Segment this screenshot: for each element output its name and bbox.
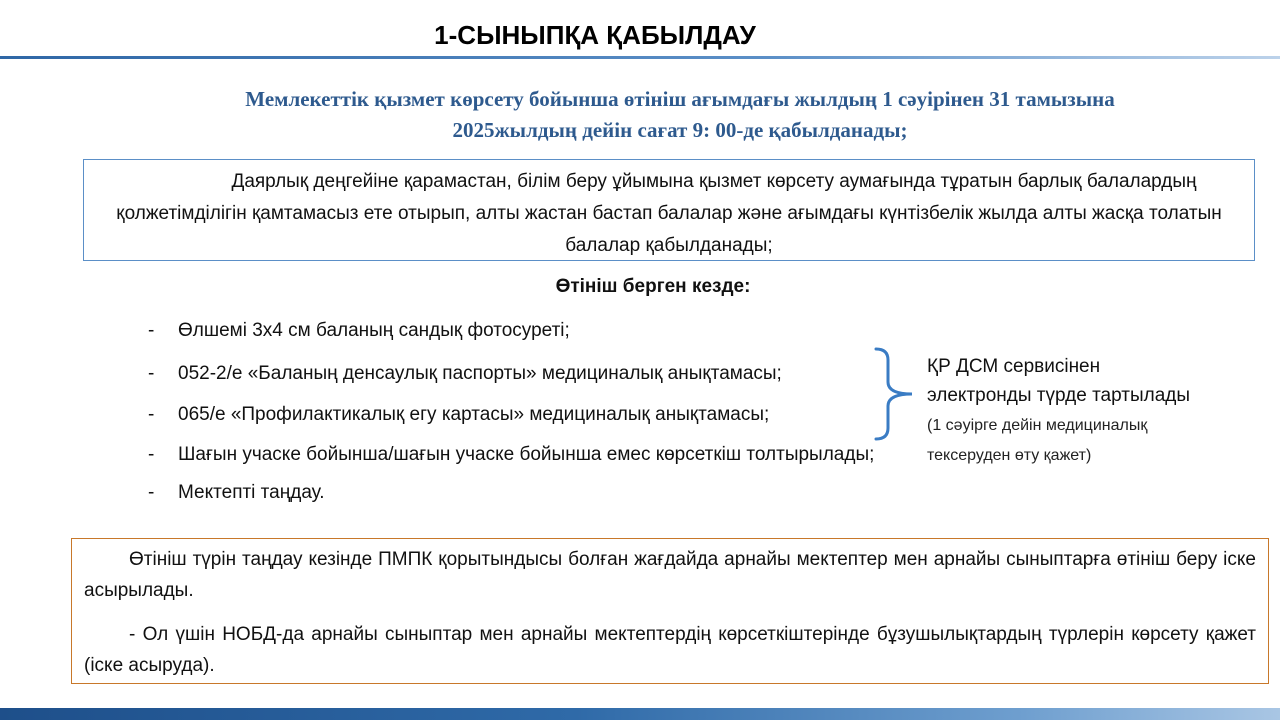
pmpk-paragraph-1: Өтініш түрін таңдау кезінде ПМПК қорытындысы болған жағдайда арнайы мектептер мен арнайы сыныптарға өтініш беру іске асырылады. <box>84 549 1256 601</box>
pmpk-paragraph-2: - Ол үшін НОБД-да арнайы сыныптар мен арнайы мектептердің көрсеткіштерінде бұзушылықтардың түрлерін көрсету қажет (іске асыруда). <box>84 624 1256 676</box>
eligibility-paragraph <box>84 160 1254 262</box>
dsm-service-note <box>927 352 1197 470</box>
requirement-item: - 052-2/е «Баланың денсаулық паспорты» медициналық анықтамасы; <box>148 359 904 389</box>
requirement-item: - 065/е «Профилактикалық егу картасы» медициналық анықтамасы; <box>148 400 904 430</box>
side-note-small: (1 сәуірге дейін медициналық тексеруден өту қажет) <box>927 417 1148 464</box>
pmpk-note-box <box>71 538 1269 684</box>
title-divider <box>0 56 1280 59</box>
requirement-item: - Мектепті таңдау. <box>148 478 904 508</box>
side-note-main: ҚР ДСМ сервисінен электронды түрде тартылады <box>927 356 1191 406</box>
curly-bracket-icon <box>872 346 922 442</box>
page-title: 1-СЫНЫПҚА ҚАБЫЛДАУ <box>434 20 756 50</box>
deadline-subtitle <box>150 84 1210 146</box>
subtitle-line-2: 2025жылдың дейін сағат 9: 00-де қабылданады; <box>452 118 908 142</box>
footer-bar <box>0 708 1280 720</box>
requirement-item: - Өлшемі 3х4 см баланың сандық фотосуреті; <box>148 316 904 346</box>
subtitle-line-1: Мемлекеттік қызмет көрсету бойынша өтініш ағымдағы жылдың 1 сәуірінен 31 тамызына <box>245 87 1115 111</box>
requirements-list <box>148 316 904 508</box>
application-heading: Өтініш берген кезде: <box>555 276 751 297</box>
eligibility-box <box>83 159 1255 261</box>
requirement-item: - Шағын учаске бойынша/шағын учаске бойынша емес көрсеткіш толтырылады; <box>148 440 904 470</box>
eligibility-text: Даярлық деңгейіне қарамастан, білім беру ұйымына қызмет көрсету аумағында тұратын барлық балалардың қолжетімділігін қамтамасыз ете отырып, алты жастан бастап балалар және ағымдағы күнтізбелік жылда алты жасқа толатын балалар қабылданады; <box>116 171 1222 256</box>
